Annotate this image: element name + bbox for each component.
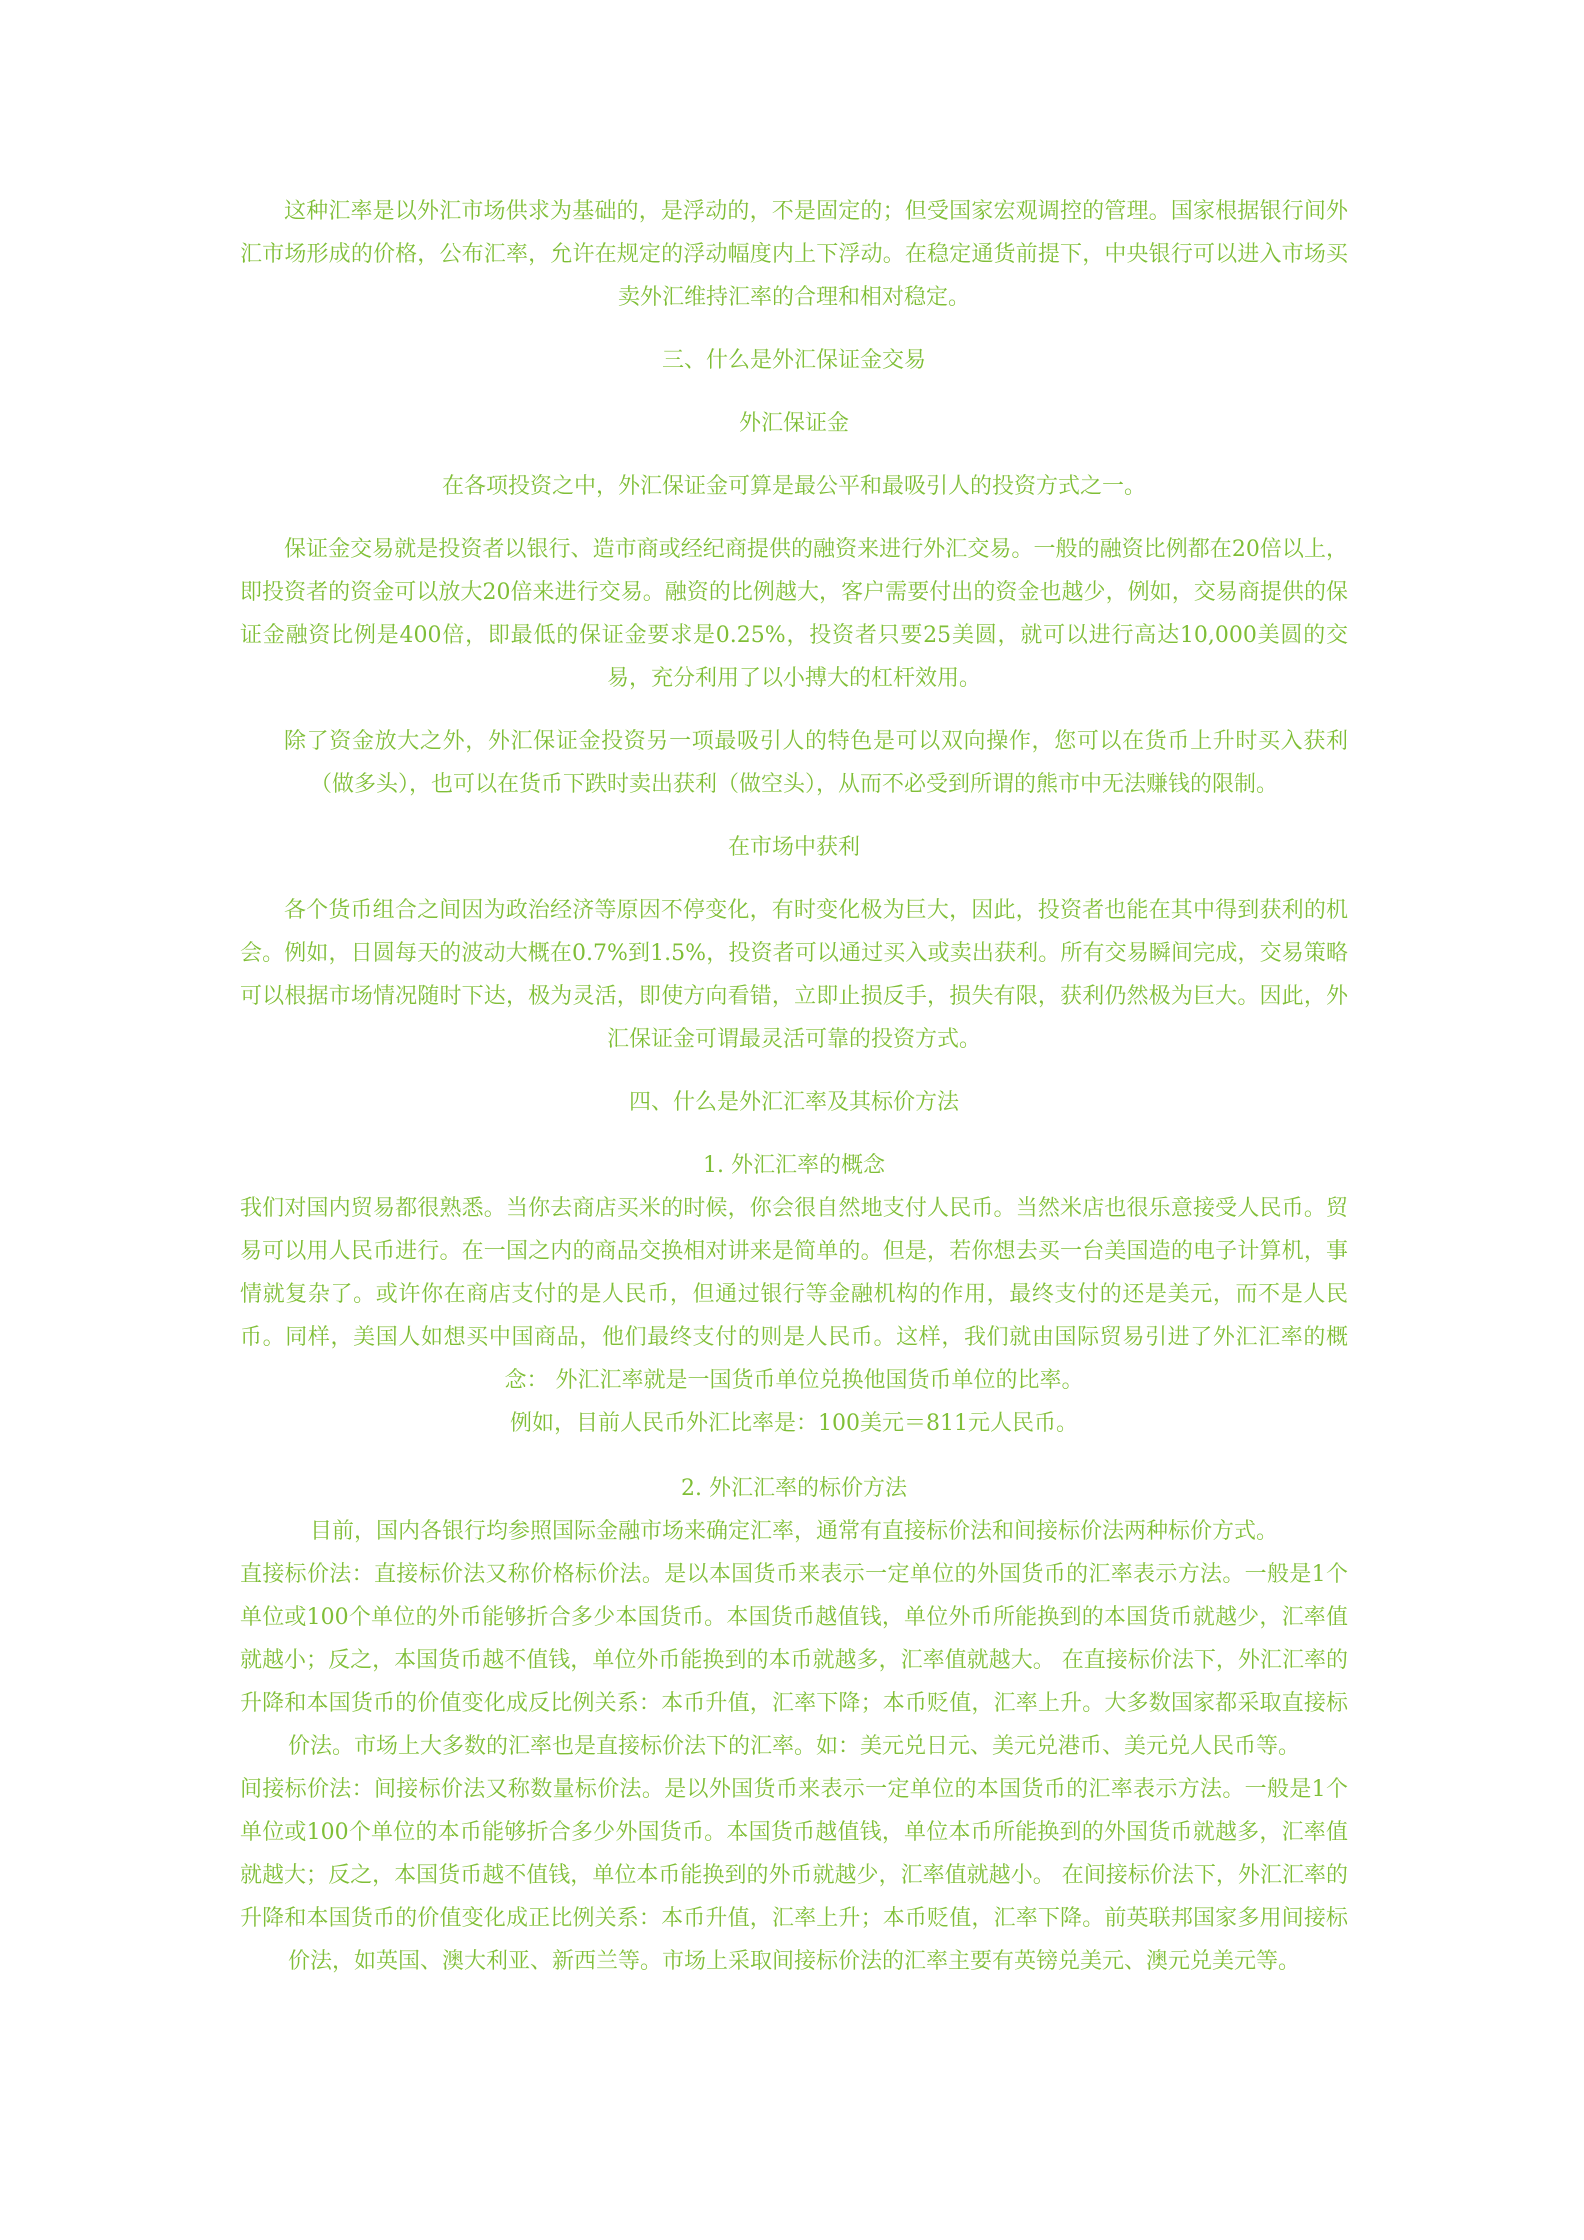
subheading-rate-concept: 1. 外汇汇率的概念 [703,1153,885,1178]
paragraph-intro-margin: 在各项投资之中，外汇保证金可算是最公平和最吸引人的投资方式之一。 [441,474,1146,499]
subheading-profit: 在市场中获利 [727,835,860,860]
paragraph-margin-trading: 保证金交易就是投资者以银行、造市商或经纪商提供的融资来进行外汇交易。一般的融资比例都在20倍以上，即投资者的资金可以放大20倍来进行交易。融资的比例越大，客户需要付出的资金也越少，例如，交易商提供的保证金融资比例是400倍，即最低的保证金要求是0.25%，投资者只要25美圆，就可以进行高达10,000美圆的交易，充分利用了以小搏大的杠杆效用。 [240,537,1348,691]
paragraph-profit: 各个货币组合之间因为政治经济等原因不停变化，有时变化极为巨大，因此，投资者也能在其中得到获利的机会。例如，日圆每天的波动大概在0.7%到1.5%，投资者可以通过买入或卖出获利。所有交易瞬间完成，交易策略可以根据市场情况随时下达，极为灵活，即使方向看错，立即止损反手，损失有限，获利仍然极为巨大。因此，外汇保证金可谓最灵活可靠的投资方式。 [240,898,1348,1052]
subheading-quotation: 2. 外汇汇率的标价方法 [681,1476,907,1501]
paragraph-indirect-quotation: 间接标价法：间接标价法又称数量标价法。是以外国货币来表示一定单位的本国货币的汇率表示方法。一般是1个单位或100个单位的本币能够折合多少外国货币。本国货币越值钱，单位本币所能换到的外国货币就越多，汇率值就越大；反之，本国货币越不值钱，单位本币能换到的外币就越少，汇率值就越小。 在间接标价法下，外汇汇率的升降和本国货币的价值变化成正比例关系：本币升值，汇率上升；本币贬值，汇率下降。前英联邦国家多用间接标价法，如英国、澳大利亚、新西兰等。市场上采取间接标价法的汇率主要有英镑兑美元、澳元兑美元等。 [240,1777,1348,1974]
paragraph-floating-rate: 这种汇率是以外汇市场供求为基础的，是浮动的，不是固定的；但受国家宏观调控的管理。国家根据银行间外汇市场形成的价格，公布汇率，允许在规定的浮动幅度内上下浮动。在稳定通货前提下，中央银行可以进入市场买卖外汇维持汇率的合理和相对稳定。 [240,199,1348,310]
heading-section-4: 四、什么是外汇汇率及其标价方法 [628,1090,959,1115]
paragraph-two-way: 除了资金放大之外，外汇保证金投资另一项最吸引人的特色是可以双向操作，您可以在货币上升时买入获利（做多头），也可以在货币下跌时卖出获利（做空头），从而不必受到所谓的熊市中无法赚钱的限制。 [284,729,1348,797]
paragraph-rate-concept: 我们对国内贸易都很熟悉。当你去商店买米的时候，你会很自然地支付人民币。当然米店也很乐意接受人民币。贸易可以用人民币进行。在一国之内的商品交换相对讲来是简单的。但是，若你想去买一台美国造的电子计算机，事情就复杂了。或许你在商店支付的是人民币，但通过银行等金融机构的作用，最终支付的还是美元，而不是人民币。同样，美国人如想买中国商品，他们最终支付的则是人民币。这样，我们就由国际贸易引进了外汇汇率的概念： 外汇汇率就是一国货币单位兑换他国货币单位的比率。 [240,1196,1348,1393]
paragraph-quotation-intro: 目前，国内各银行均参照国际金融市场来确定汇率，通常有直接标价法和间接标价法两种标价方式。 [309,1519,1278,1544]
subheading-margin: 外汇保证金 [738,411,849,436]
document-page [240,190,1348,1983]
paragraph-rate-example: 例如，目前人民币外汇比率是：100美元＝811元人民币。 [510,1411,1078,1436]
heading-section-3: 三、什么是外汇保证金交易 [661,348,926,373]
paragraph-direct-quotation: 直接标价法：直接标价法又称价格标价法。是以本国货币来表示一定单位的外国货币的汇率表示方法。一般是1个单位或100个单位的外币能够折合多少本国货币。本国货币越值钱，单位外币所能换到的本国货币就越少，汇率值就越小；反之，本国货币越不值钱，单位外币能换到的本币就越多，汇率值就越大。 在直接标价法下，外汇汇率的升降和本国货币的价值变化成反比例关系：本币升值，汇率下降；本币贬值，汇率上升。大多数国家都采取直接标价法。市场上大多数的汇率也是直接标价法下的汇率。如：美元兑日元、美元兑港币、美元兑人民币等。 [240,1562,1348,1759]
